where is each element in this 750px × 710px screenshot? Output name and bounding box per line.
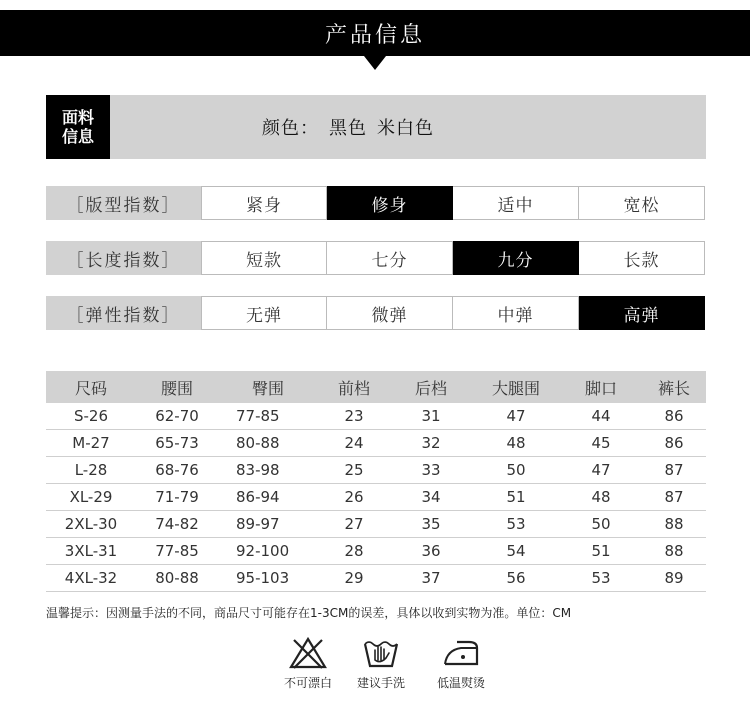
size-cell: 28 <box>318 538 390 565</box>
care-hand-wash <box>341 636 421 691</box>
size-cell: 68-76 <box>136 457 218 484</box>
header-size: 尺码 <box>46 371 136 403</box>
size-cell: 89 <box>642 565 706 592</box>
size-cell: 48 <box>472 430 560 457</box>
size-table-body <box>46 403 706 592</box>
size-cell: 62-70 <box>136 403 218 430</box>
size-cell: 80-88 <box>218 430 318 457</box>
fit-index-label: ［版型指数］ <box>46 186 201 220</box>
size-cell: L-28 <box>46 457 136 484</box>
size-cell: 32 <box>390 430 472 457</box>
header-length: 裤长 <box>642 371 706 403</box>
length-index-label: ［长度指数］ <box>46 241 201 275</box>
banner-arrow-icon <box>364 56 386 70</box>
size-cell: 51 <box>472 484 560 511</box>
size-row <box>46 430 706 457</box>
size-cell: 50 <box>472 457 560 484</box>
size-cell: 44 <box>560 403 642 430</box>
size-cell: 2XL-30 <box>46 511 136 538</box>
stretch-option-medium: 中弹 <box>453 296 579 330</box>
size-cell: 83-98 <box>218 457 318 484</box>
size-cell: 80-88 <box>136 565 218 592</box>
size-cell: 47 <box>560 457 642 484</box>
size-cell: 92-100 <box>218 538 318 565</box>
size-cell: 71-79 <box>136 484 218 511</box>
size-cell: 23 <box>318 403 390 430</box>
size-cell: 29 <box>318 565 390 592</box>
header-front-rise: 前档 <box>318 371 390 403</box>
care-no-bleach <box>268 636 348 691</box>
stretch-index-label: ［弹性指数］ <box>46 296 201 330</box>
color-black: 黑色 <box>329 118 367 139</box>
length-option-nine: 九分 <box>453 241 579 275</box>
size-cell: 74-82 <box>136 511 218 538</box>
size-cell: 86 <box>642 403 706 430</box>
size-cell: 48 <box>560 484 642 511</box>
fabric-info-panel <box>46 95 706 159</box>
size-table <box>46 371 706 592</box>
size-cell: 3XL-31 <box>46 538 136 565</box>
fit-option-slim: 修身 <box>327 186 453 220</box>
size-cell: 45 <box>560 430 642 457</box>
size-cell: 27 <box>318 511 390 538</box>
size-cell: 77-85 <box>218 403 318 430</box>
stretch-index-row <box>46 296 706 330</box>
size-cell: 54 <box>472 538 560 565</box>
size-cell: 88 <box>642 538 706 565</box>
size-cell: 53 <box>472 511 560 538</box>
care-label-low-iron: 低温熨烫 <box>436 676 485 690</box>
fabric-label <box>46 95 110 159</box>
no-bleach-icon <box>288 636 328 670</box>
fabric-label-line2: 信息 <box>61 127 94 146</box>
size-cell: 4XL-32 <box>46 565 136 592</box>
size-cell: 24 <box>318 430 390 457</box>
size-table-header <box>46 371 706 403</box>
header-hip: 臀围 <box>218 371 318 403</box>
stretch-option-none: 无弹 <box>201 296 327 330</box>
size-cell: 37 <box>390 565 472 592</box>
length-index-row <box>46 241 706 275</box>
care-label-hand-wash: 建议手洗 <box>356 676 405 690</box>
stretch-option-slight: 微弹 <box>327 296 453 330</box>
size-cell: 89-97 <box>218 511 318 538</box>
header-thigh: 大腿围 <box>472 371 560 403</box>
size-cell: 51 <box>560 538 642 565</box>
banner-title: 产品信息 <box>324 22 425 48</box>
size-cell: 77-85 <box>136 538 218 565</box>
size-cell: M-27 <box>46 430 136 457</box>
header-back-rise: 后档 <box>390 371 472 403</box>
length-option-short: 短款 <box>201 241 327 275</box>
size-cell: 53 <box>560 565 642 592</box>
size-row <box>46 484 706 511</box>
size-cell: 35 <box>390 511 472 538</box>
size-cell: 50 <box>560 511 642 538</box>
size-cell: 65-73 <box>136 430 218 457</box>
length-option-seven: 七分 <box>327 241 453 275</box>
measurement-note: 温馨提示：因测量手法的不同，商品尺寸可能存在1-3CM的误差，具体以收到实物为准。单位：CM <box>46 606 572 620</box>
size-cell: 33 <box>390 457 472 484</box>
fit-index-row <box>46 186 706 220</box>
size-cell: 36 <box>390 538 472 565</box>
stretch-option-high: 高弹 <box>579 296 705 330</box>
size-cell: 34 <box>390 484 472 511</box>
size-row <box>46 457 706 484</box>
size-cell: 87 <box>642 457 706 484</box>
size-cell: 31 <box>390 403 472 430</box>
size-row <box>46 511 706 538</box>
size-cell: 95-103 <box>218 565 318 592</box>
section-banner <box>0 10 750 56</box>
color-offwhite: 米白色 <box>377 118 434 139</box>
size-cell: 86-94 <box>218 484 318 511</box>
fit-option-regular: 适中 <box>453 186 579 220</box>
size-cell: 25 <box>318 457 390 484</box>
fabric-colors <box>262 95 444 159</box>
care-low-iron <box>421 636 501 691</box>
size-cell: 88 <box>642 511 706 538</box>
fabric-label-line1: 面料 <box>61 108 94 127</box>
size-row <box>46 538 706 565</box>
size-row <box>46 403 706 430</box>
length-option-long: 长款 <box>579 241 705 275</box>
size-cell: 47 <box>472 403 560 430</box>
size-cell: 87 <box>642 484 706 511</box>
header-hem: 脚口 <box>560 371 642 403</box>
colors-label: 颜色： <box>262 118 319 139</box>
size-cell: 56 <box>472 565 560 592</box>
size-cell: 26 <box>318 484 390 511</box>
size-cell: XL-29 <box>46 484 136 511</box>
size-row <box>46 565 706 592</box>
care-label-no-bleach: 不可漂白 <box>283 676 332 690</box>
hand-wash-icon <box>361 636 401 670</box>
low-iron-icon <box>441 636 481 670</box>
header-waist: 腰围 <box>136 371 218 403</box>
fit-option-tight: 紧身 <box>201 186 327 220</box>
size-cell: 86 <box>642 430 706 457</box>
fit-option-loose: 宽松 <box>579 186 705 220</box>
size-cell: S-26 <box>46 403 136 430</box>
